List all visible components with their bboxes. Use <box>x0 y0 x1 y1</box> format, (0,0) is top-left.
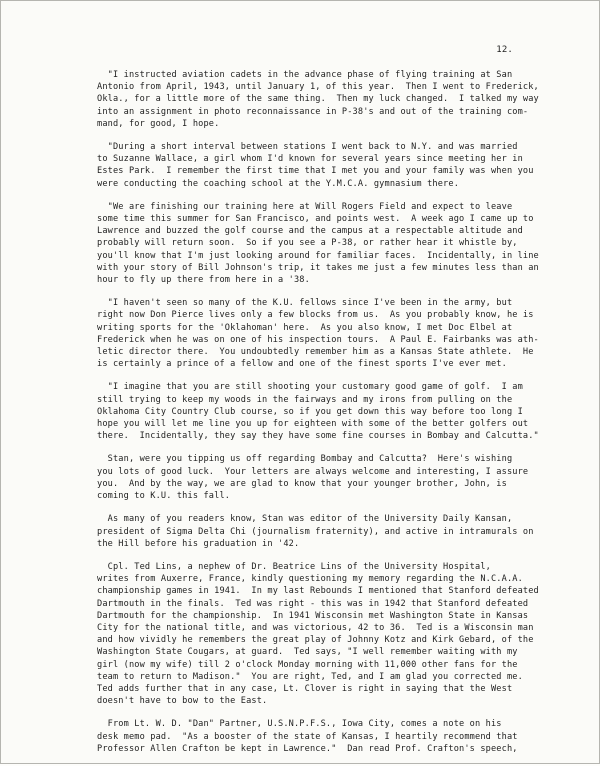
paragraph <box>97 69 539 130</box>
text-line: Ted adds further that in any case, Lt. Clover is right in saying that the West <box>97 683 513 694</box>
text-line: you. And by the way, we are glad to know that your younger brother, John, is <box>97 478 507 489</box>
text-line: some time this summer for San Francisco, and points west. A week ago I came up to <box>97 214 534 225</box>
paragraph <box>97 561 539 707</box>
text-line: Professor Allen Crafton be kept in Lawrence." Dan read Prof. Crafton's speech, <box>97 743 518 754</box>
text-line: Cpl. Ted Lins, a nephew of Dr. Beatrice Lins of the University Hospital, <box>97 561 491 572</box>
text-line: and how vividly he remembers the great play of Johnny Kotz and Kirk Gebard, of the <box>97 635 534 646</box>
text-line: writes from Auxerre, France, kindly questioning my memory regarding the N.C.A.A. <box>97 574 523 585</box>
paragraph <box>97 141 534 190</box>
paragraph <box>97 381 539 442</box>
text-line: hour to fly up there from here in a '38. <box>97 275 310 286</box>
text-line: Stan, were you tipping us off regarding Bombay and Calcutta? Here's wishing <box>97 454 513 465</box>
text-line: "We are finishing our training here at Will Rogers Field and expect to leave <box>97 201 513 212</box>
text-line: Oklahoma City Country Club course, so if you get down this way before too long I <box>97 406 523 417</box>
text-line: girl (now my wife) till 2 o'clock Monday morning with 11,000 other fans for the <box>97 659 518 670</box>
text-line: As many of you readers know, Stan was editor of the University Daily Kansan, <box>97 514 513 525</box>
text-line: writing sports for the 'Oklahoman' here. As you also know, I met Doc Elbel at <box>97 322 513 333</box>
text-line: right now Don Pierce lives only a few blocks from us. As you probably know, he is <box>97 310 534 321</box>
text-line: City for the national title, and was victorious, 42 to 36. Ted is a Wisconsin man <box>97 622 534 633</box>
text-line: is certainly a prince of a fellow and one of the finest sports I've ever met. <box>97 359 507 370</box>
paragraph <box>97 201 539 286</box>
text-line: mand, for good, I hope. <box>97 118 220 129</box>
text-line: "I haven't seen so many of the K.U. fellows since I've been in the army, but <box>97 298 513 309</box>
text-line: president of Sigma Delta Chi (journalism fraternity), and active in intramurals on <box>97 526 534 537</box>
paragraph <box>97 453 527 502</box>
text-line: Dartmouth in the finals. Ted was right - this was in 1942 that Stanford defeated <box>97 598 529 609</box>
text-line: From Lt. W. D. "Dan" Partner, U.S.N.P.F.S., Iowa City, comes a note on his <box>97 719 502 730</box>
text-line: letic director there. You undoubtedly remember him as a Kansas State athlete. He <box>97 347 534 358</box>
paragraph <box>97 513 534 550</box>
text-line: Antonio from April, 1943, until January 1, of this year. Then I went to Frederick, <box>97 82 539 93</box>
paragraph <box>97 297 539 370</box>
text-line: "During a short interval between stations I went back to N.Y. and was married <box>97 142 518 153</box>
text-line: Washington State Cougars, at guard. Ted says, "I well remember waiting with my <box>97 647 518 658</box>
page-number: 12. <box>496 45 513 55</box>
text-line: with your story of Bill Johnson's trip, it takes me just a few minutes less than an <box>97 262 539 273</box>
text-line: doesn't have to bow to the East. <box>97 696 268 707</box>
text-line: you'll know that I'm just looking around for familiar faces. Incidentally, in line <box>97 250 539 261</box>
letter-body <box>97 69 539 766</box>
text-line: probably will return soon. So if you see a P-38, or rather hear it whistle by, <box>97 238 518 249</box>
text-line: you lots of good luck. Your letters are always welcome and interesting, I assure <box>97 466 529 477</box>
text-line: the Hill before his graduation in '42. <box>97 538 300 549</box>
text-line: still trying to keep my woods in the fairways and my irons from pulling on the <box>97 394 513 405</box>
text-line: into an assignment in photo reconnaissance in P-38's and out of the training com- <box>97 106 529 117</box>
text-line: Estes Park. I remember the first time that I met you and your family was when you <box>97 166 534 177</box>
text-line: Frederick when he was on one of his inspection tours. A Paul E. Fairbanks was ath- <box>97 334 539 345</box>
text-line: hope you will let me line you up for eighteen with some of the better golfers out <box>97 419 529 430</box>
paragraph <box>97 718 527 755</box>
text-line: coming to K.U. this fall. <box>97 491 231 502</box>
text-line: "I imagine that you are still shooting your customary good game of golf. I am <box>97 382 523 393</box>
text-line: "I instructed aviation cadets in the advance phase of flying training at San <box>97 70 513 80</box>
text-line: were conducting the coaching school at the Y.M.C.A. gymnasium there. <box>97 178 460 189</box>
text-line: desk memo pad. "As a booster of the state of Kansas, I heartily recommend that <box>97 731 518 742</box>
text-line: to Suzanne Wallace, a girl whom I'd known for several years since meeting her in <box>97 154 523 165</box>
text-line: Okla., for a little more of the same thing. Then my luck changed. I talked my way <box>97 94 539 105</box>
text-line: championship games in 1941. In my last Rebounds I mentioned that Stanford defeated <box>97 586 539 597</box>
text-line: team to return to Madison." You are right, Ted, and I am glad you corrected me. <box>97 671 523 682</box>
text-line: Dartmouth for the championship. In 1941 Wisconsin met Washington State in Kansas <box>97 610 529 621</box>
text-line: Lawrence and buzzed the golf course and the campus at a respectable altitude and <box>97 226 523 237</box>
text-line: there. Incidentally, they say they have some fine courses in Bombay and Calcutta." <box>97 431 539 442</box>
